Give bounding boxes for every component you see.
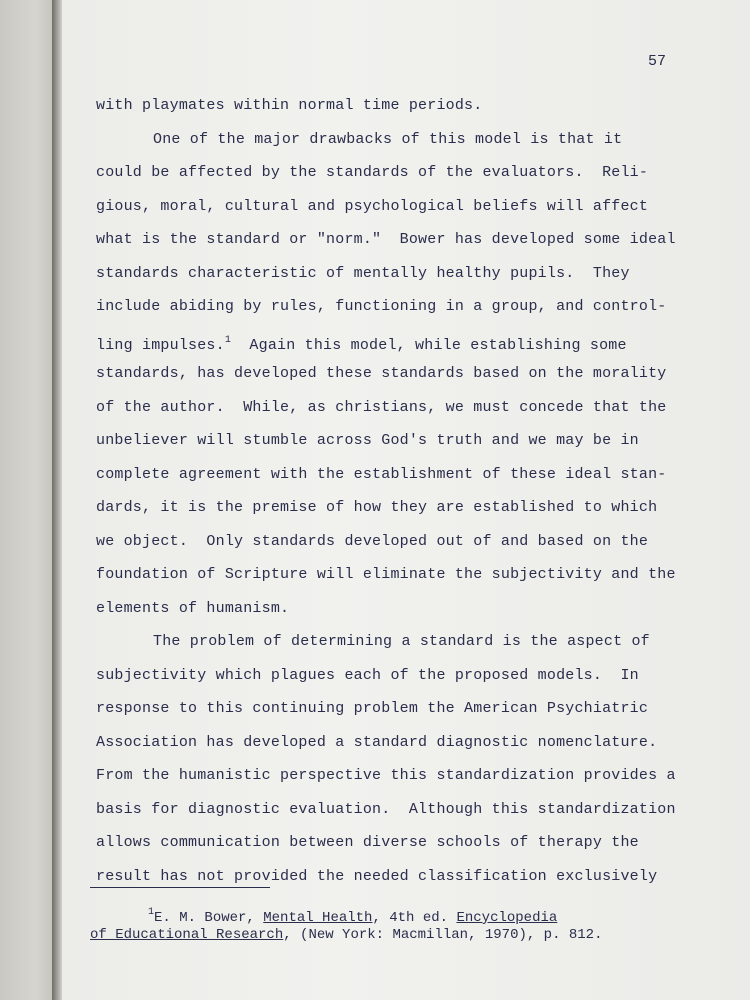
text-line: foundation of Scripture will eliminate the subjectivity and the (96, 566, 676, 583)
page-number: 57 (648, 53, 667, 70)
text-line: result has not provided the needed classification exclusively (96, 867, 658, 885)
text-line: with playmates within normal time periods. (96, 97, 483, 114)
text-line: standards characteristic of mentally healthy pupils. They (96, 264, 630, 282)
text-line-with-footnote (96, 324, 711, 358)
text-segment: Again this model, while establishing some (231, 336, 627, 354)
footnote-line (90, 924, 710, 946)
footnote-author: E. M. Bower, (154, 910, 264, 926)
text-line: gious, moral, cultural and psychological beliefs will affect (96, 197, 649, 215)
text-line: include abiding by rules, functioning in a group, and control- (96, 298, 667, 315)
text-line: allows communication between diverse schools of therapy the (96, 834, 639, 851)
text-line: subjectivity which plagues each of the proposed models. In (96, 666, 639, 684)
text-line: could be affected by the standards of the evaluators. Reli- (96, 164, 649, 181)
text-line: what is the standard or "norm." Bower has developed some ideal (96, 231, 676, 248)
footnote-title: Mental Health (263, 910, 373, 926)
text-line: From the humanistic perspective this standardization provides a (96, 767, 676, 784)
left-page-edge (0, 0, 60, 1000)
footnote (90, 902, 710, 946)
footnote-source-cont: of Educational Research (90, 927, 284, 943)
text-line: One of the major drawbacks of this model is that it (153, 130, 623, 148)
footnote-source: Encyclopedia (456, 910, 558, 926)
text-line: elements of humanism. (96, 599, 290, 617)
text-line: dards, it is the premise of how they are established to which (96, 499, 658, 516)
text-line: basis for diagnostic evaluation. Although this standardization (96, 800, 676, 818)
text-line: we object. Only standards developed out of and based on the (96, 532, 649, 550)
text-segment: ling impulses. (96, 336, 225, 354)
text-line: complete agreement with the establishment of these ideal stan- (96, 465, 667, 483)
footnote-marker: 1 (224, 334, 232, 346)
footnote-edition: , 4th ed. (372, 910, 457, 926)
footnote-number: 1 (148, 907, 155, 918)
footnote-publication: , (New York: Macmillan, 1970), p. 812. (283, 927, 603, 943)
footnote-line (90, 902, 710, 924)
text-line: response to this continuing problem the American Psychiatric (96, 700, 649, 717)
text-line: unbeliever will stumble across God's truth and we may be in (96, 432, 639, 449)
text-line: standards, has developed these standards based on the morality (96, 365, 667, 382)
body-text (96, 89, 711, 893)
text-line: The problem of determining a standard is the aspect of (153, 633, 650, 650)
footnote-divider (90, 887, 270, 888)
text-line: Association has developed a standard diagnostic nomenclature. (96, 733, 658, 751)
text-line: of the author. While, as christians, we must concede that the (96, 398, 667, 416)
